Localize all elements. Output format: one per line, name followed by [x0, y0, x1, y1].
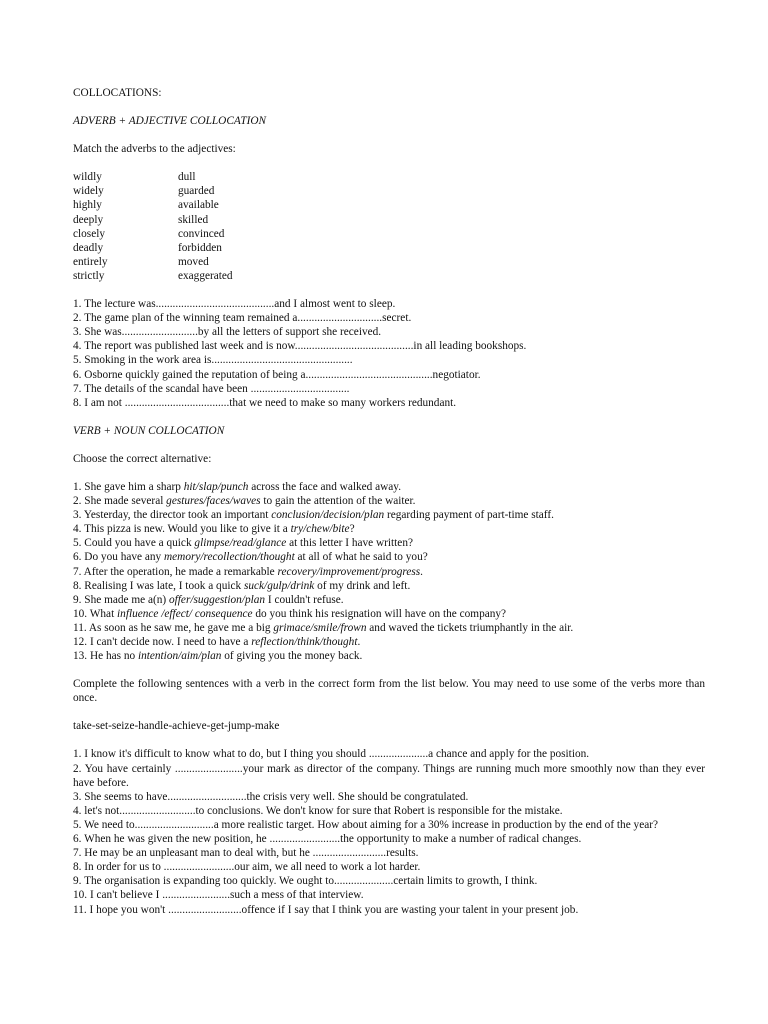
exercise-sentence: 3. She was...........................by all the letters of support she received. — [73, 326, 382, 339]
sentence-text: at this letter I have written? — [286, 537, 413, 550]
exercise-sentence: 6. Osborne quickly gained the reputation of being a.............................................negotiator. — [73, 368, 481, 381]
sentence-text: 13. He has no — [73, 650, 138, 663]
section-title-adverb-adjective: ADVERB + ADJECTIVE COLLOCATION — [73, 115, 267, 128]
instruction-match: Match the adverbs to the adjectives: — [73, 143, 236, 156]
verb-word-list: take-set-seize-handle-achieve-get-jump-make — [73, 720, 280, 733]
alternative-options: glimpse/read/glance — [194, 537, 287, 550]
exercise-sentence: 8. In order for us to .........................our aim, we all need to work a lot harder. — [73, 861, 421, 874]
exercise-sentence — [73, 649, 705, 663]
sentence-text: 3. Yesterday, the director took an important — [73, 509, 272, 522]
alternative-options: suck/gulp/drink — [243, 579, 315, 592]
alternative-options: recovery/improvement/progress — [277, 565, 421, 578]
sentence-text: . — [357, 636, 361, 648]
sentence-text: regarding payment of part-time staff. — [384, 509, 554, 522]
sentence-text: 9. She made me a(n) — [73, 593, 169, 606]
alternative-options: try/chew/bite — [290, 523, 350, 536]
exercise-sentence — [73, 579, 705, 593]
adverb-item: closely — [73, 227, 105, 240]
sentence-text: . — [420, 565, 423, 578]
alternative-options: reflection/think/thought — [251, 636, 358, 648]
adjective-item: convinced — [178, 227, 225, 240]
sentence-text: 7. After the operation, he made a remarkable — [73, 565, 278, 578]
exercise-sentence: 10. I can't believe I ........................such a mess of that interview. — [73, 889, 364, 902]
alternative-options: grimace/smile/frown — [273, 621, 367, 634]
adjective-item: forbidden — [178, 241, 222, 254]
exercise-sentence — [73, 480, 705, 494]
adverb-item: wildly — [73, 171, 102, 184]
exercise-sentence: 1. I know it's difficult to know what to do, but I thing you should .....................a chance and apply for the position. — [73, 748, 590, 761]
exercise-sentence — [73, 494, 705, 508]
sentence-text: 5. Could you have a quick — [73, 537, 195, 550]
exercise-sentence: 7. He may be an unpleasant man to deal with, but he ..........................results. — [73, 847, 419, 860]
adjective-item: exaggerated — [178, 269, 233, 282]
exercise-sentence: 7. The details of the scandal have been ................................... — [73, 382, 350, 395]
adjective-item: available — [178, 199, 219, 212]
sentence-text: across the face and walked away. — [248, 480, 402, 493]
adjective-item: skilled — [178, 213, 209, 226]
sentence-text: 6. Do you have any — [73, 551, 164, 564]
adverb-item: entirely — [73, 255, 108, 268]
instruction-choose: Choose the correct alternative: — [73, 452, 212, 465]
instruction-complete: Complete the following sentences with a verb in the correct form from the list below. You may need to use some of the verbs more than once. — [73, 678, 705, 705]
adverb-item: strictly — [73, 269, 105, 282]
exercise-sentence: 8. I am not .....................................that we need to make so many workers redundant. — [73, 396, 457, 409]
adverb-item: widely — [73, 185, 104, 198]
exercise-sentence: 3. She seems to have............................the crisis very well. She should be congratulated. — [73, 790, 469, 803]
exercise-sentence: 5. We need to............................a more realistic target. How about aiming for a 30% increase in production by the end of the year? — [73, 818, 658, 831]
exercise-sentence: 4. let's not...........................to conclusions. We don't know for sure that Robert is responsible for the mistake. — [73, 804, 563, 817]
sentence-text: 4. This pizza is new. Would you like to give it a — [73, 523, 291, 536]
adverb-item: highly — [73, 199, 102, 212]
adverb-item: deadly — [73, 241, 104, 254]
exercise-sentence: 2. The game plan of the winning team remained a..............................secret. — [73, 312, 412, 325]
verb-completion-list — [73, 747, 705, 916]
sentence-text: to gain the attention of the waiter. — [260, 495, 416, 508]
exercise-sentence — [73, 607, 705, 621]
sentence-text: 10. What — [73, 607, 118, 620]
exercise-sentence — [73, 522, 705, 536]
sentence-text: do you think his resignation will have on the company? — [252, 607, 507, 620]
alternative-options: gestures/faces/waves — [166, 495, 261, 508]
adverb-sentence-list — [73, 297, 705, 410]
exercise-sentence — [73, 536, 705, 550]
verb-noun-sentence-list — [73, 480, 705, 663]
exercise-sentence — [73, 635, 705, 649]
exercise-sentence: 6. When he was given the new position, he .........................the opportunity to make a number of radical changes. — [73, 833, 582, 846]
sentence-text: ? — [349, 523, 355, 536]
sentence-text: of giving you the money back. — [221, 650, 363, 663]
alternative-options: memory/recollection/thought — [163, 551, 295, 564]
adverb-adjective-table — [73, 170, 705, 283]
adverb-item: deeply — [73, 213, 104, 226]
document-heading: COLLOCATIONS: — [73, 87, 162, 99]
exercise-sentence — [73, 508, 705, 522]
alternative-options: offer/suggestion/plan — [169, 593, 266, 606]
exercise-sentence — [73, 593, 705, 607]
alternative-options: conclusion/decision/plan — [271, 509, 385, 522]
exercise-sentence: 4. The report was published last week and is now..........................................in all leading bookshops. — [73, 340, 527, 353]
exercise-sentence — [73, 565, 705, 579]
sentence-text: 8. Realising I was late, I took a quick — [73, 579, 244, 592]
alternative-options: influence /effect/ consequence — [117, 607, 253, 620]
alternative-options: intention/aim/plan — [137, 650, 222, 663]
alternative-options: hit/slap/punch — [183, 480, 249, 493]
sentence-text: of my drink and left. — [314, 579, 411, 592]
exercise-sentence: 1. The lecture was..........................................and I almost went to sleep. — [73, 298, 396, 311]
adjective-item: dull — [178, 171, 196, 184]
exercise-sentence: 9. The organisation is expanding too quickly. We ought to.....................certain limits to growth, I think. — [73, 875, 538, 888]
section-title-verb-noun: VERB + NOUN COLLOCATION — [73, 424, 225, 437]
exercise-sentence: 2. You have certainly ........................your mark as director of the company. Things are running much more smoothly now than they ever have before. — [73, 762, 705, 789]
sentence-text: 1. She gave him a sharp — [73, 480, 184, 493]
sentence-text: and waved the tickets triumphantly in the air. — [366, 621, 574, 634]
exercise-sentence — [73, 621, 705, 635]
sentence-text: I couldn't refuse. — [265, 593, 344, 606]
sentence-text: 12. I can't decide now. I need to have a — [73, 636, 252, 648]
sentence-text: 11. As soon as he saw me, he gave me a big — [73, 621, 274, 634]
exercise-sentence: 5. Smoking in the work area is.................................................. — [73, 354, 353, 367]
document-content — [73, 86, 705, 931]
sentence-text: 2. She made several — [73, 495, 167, 508]
adjective-item: moved — [178, 255, 209, 268]
adjective-item: guarded — [178, 185, 215, 198]
exercise-sentence: 11. I hope you won't ..........................offence if I say that I think you are wasting your talent in your present job. — [73, 903, 579, 916]
sentence-text: at all of what he said to you? — [294, 551, 428, 564]
exercise-sentence — [73, 550, 705, 564]
